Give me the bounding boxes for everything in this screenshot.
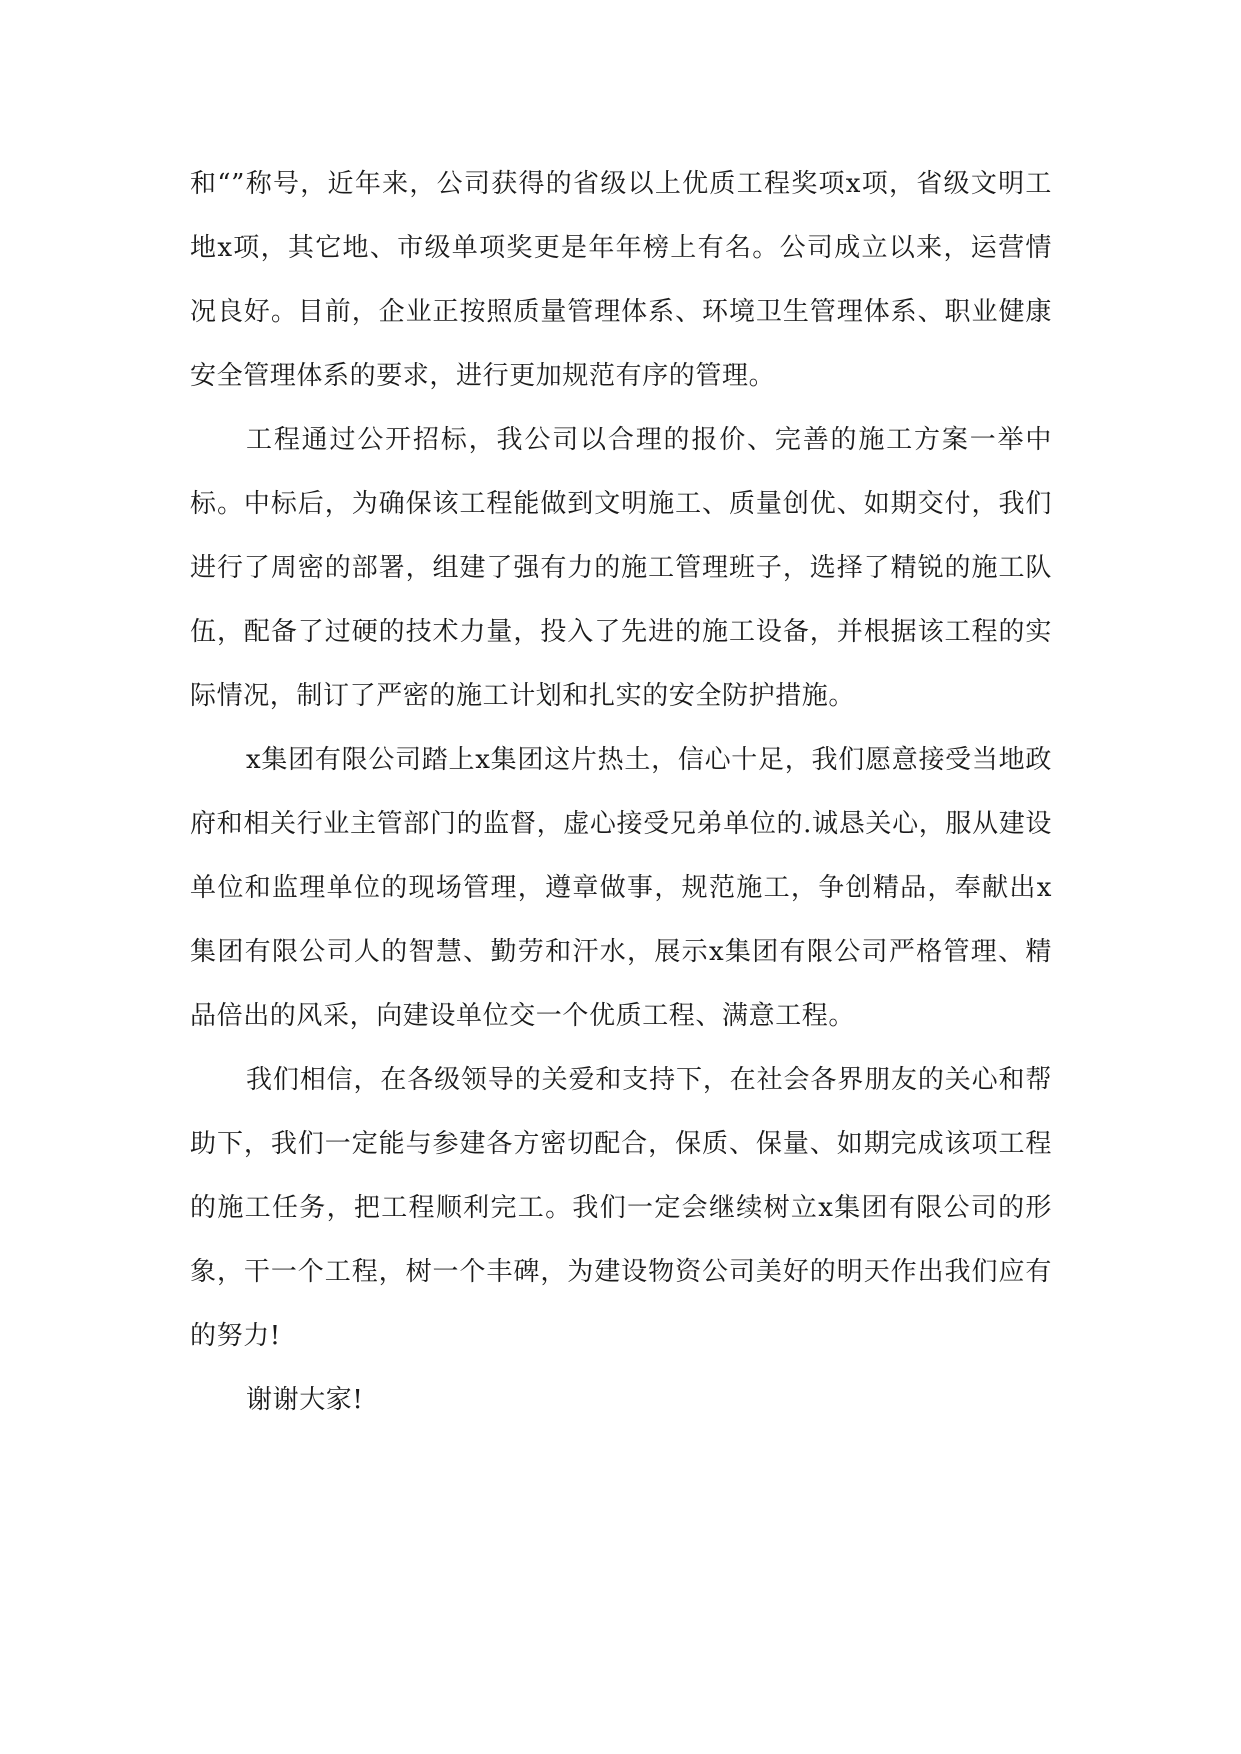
document-body	[190, 152, 1052, 1432]
paragraph-bidding: 工程通过公开招标，我公司以合理的报价、完善的施工方案一举中标。中标后，为确保该工程能做到文明施工、质量创优、如期交付，我们进行了周密的部署，组建了强有力的施工管理班子，选择了精锐的施工队伍，配备了过硬的技术力量，投入了先进的施工设备，并根据该工程的实际情况，制订了严密的施工计划和扎实的安全防护措施。	[190, 425, 1052, 711]
paragraph-confidence: 我们相信，在各级领导的关爱和支持下，在社会各界朋友的关心和帮助下，我们一定能与参建各方密切配合，保质、保量、如期完成该项工程的施工任务，把工程顺利完工。我们一定会继续树立x集团有限公司的形象，干一个工程，树一个丰碑，为建设物资公司美好的明天作出我们应有的努力!	[190, 1065, 1052, 1351]
paragraph-thanks: 谢谢大家!	[246, 1385, 364, 1415]
paragraph-awards: 和“”称号，近年来，公司获得的省级以上优质工程奖项x项，省级文明工地x项，其它地、市级单项奖更是年年榜上有名。公司成立以来，运营情况良好。目前，企业正按照质量管理体系、环境卫生管理体系、职业健康安全管理体系的要求，进行更加规范有序的管理。	[190, 169, 1052, 391]
paragraph-commitment: x集团有限公司踏上x集团这片热土，信心十足，我们愿意接受当地政府和相关行业主管部门的监督，虚心接受兄弟单位的.诚恳关心，服从建设单位和监理单位的现场管理，遵章做事，规范施工，争创精品，奉献出x集团有限公司人的智慧、勤劳和汗水，展示x集团有限公司严格管理、精品倍出的风采，向建设单位交一个优质工程、满意工程。	[190, 745, 1052, 1031]
